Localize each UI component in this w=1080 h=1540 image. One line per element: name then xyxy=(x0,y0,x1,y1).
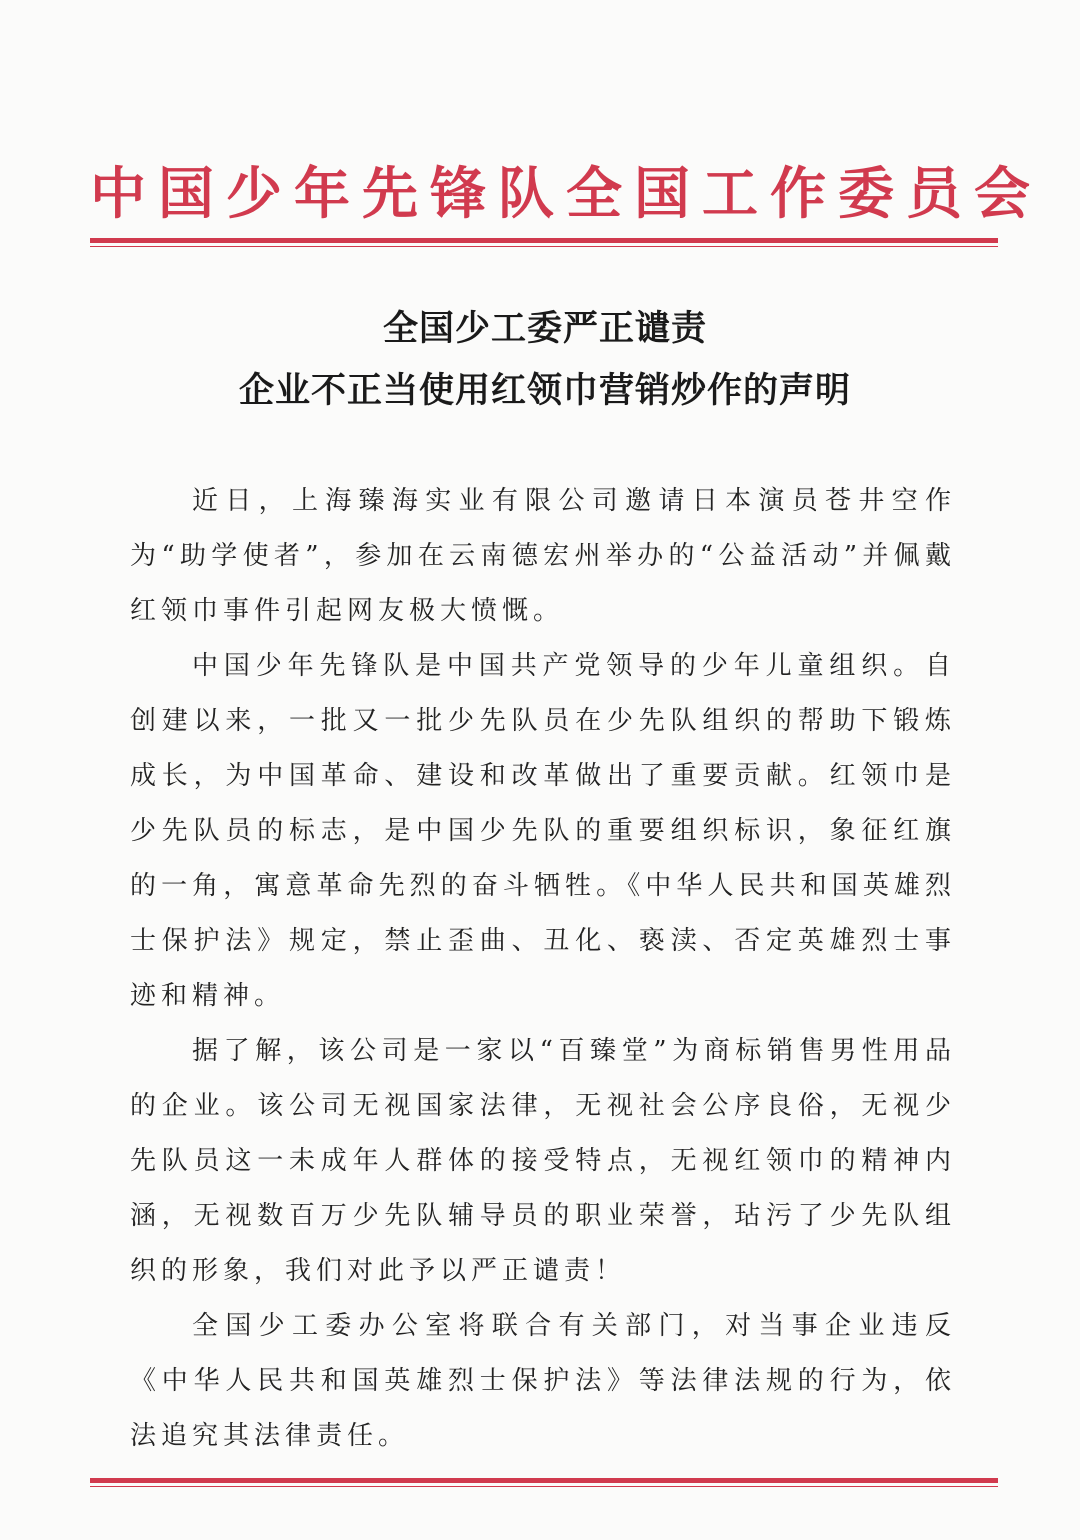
body-paragraph: 全国少工委办公室将联合有关部门，对当事企业违反《中华人民共和国英雄烈士保护法》等法律法规的行为，依法追究其法律责任。 xyxy=(130,1311,956,1451)
title-line-1: 全国少工委严正谴责 xyxy=(382,309,707,349)
statement-title xyxy=(90,298,1000,422)
body-paragraph: 据了解，该公司是一家以“百臻堂”为商标销售男性用品的企业。该公司无视国家法律，无视社会公序良俗，无视少先队员这一未成年人群体的接受特点，无视红领巾的精神内涵，无视数百万少先队辅导员的职业荣誉，玷污了少先队组织的形象，我们对此予以严正谴责！ xyxy=(130,1036,956,1286)
footer-rule-thin xyxy=(90,1486,998,1487)
body-paragraph: 中国少年先锋队是中国共产党领导的少年儿童组织。自创建以来，一批又一批少先队员在少先队组织的帮助下锻炼成长，为中国革命、建设和改革做出了重要贡献。红领巾是少先队员的标志，是中国少先队的重要组织标识，象征红旗的一角，寓意革命先烈的奋斗牺牲。《中华人民共和国英雄烈士保护法》规定，禁止歪曲、丑化、亵渎、否定英雄烈士事迹和精神。 xyxy=(130,651,956,1011)
footer-rule-thick xyxy=(90,1478,998,1483)
title-line-2: 企业不正当使用红领巾营销炒作的声明 xyxy=(238,371,851,411)
body-paragraph: 近日，上海臻海实业有限公司邀请日本演员苍井空作为“助学使者”，参加在云南德宏州举办的“公益活动”并佩戴红领巾事件引起网友极大愤慨。 xyxy=(130,486,956,626)
letterhead-rule-thin xyxy=(90,246,998,247)
letterhead-org-name: 中国少年先锋队全国工作委员会 xyxy=(90,161,1042,227)
statement-body xyxy=(130,474,956,1464)
letterhead-rule-thick xyxy=(90,238,998,243)
